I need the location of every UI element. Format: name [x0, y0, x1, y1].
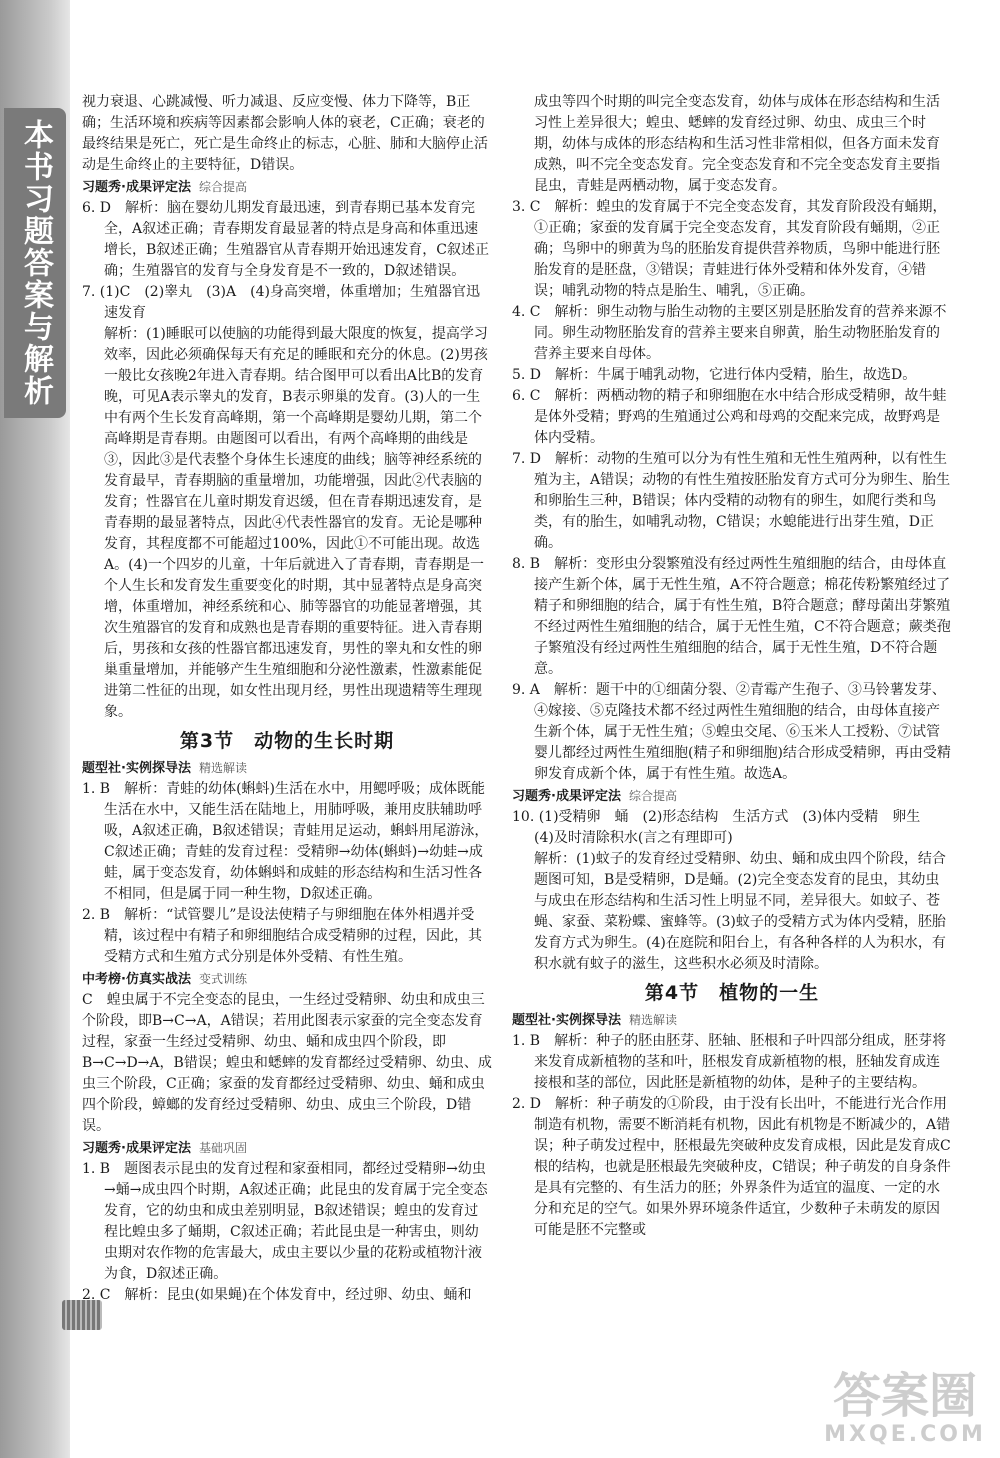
side-tab-text: 本书习题答案与解析 — [18, 119, 53, 407]
section-heading: 题型社·实例探导法 精选解读 — [82, 761, 247, 776]
answer-item: 7. (1)C (2)睾丸 (3)A (4)身高突增，体重增加；生殖器官迅速发育 — [82, 284, 480, 321]
answer-item: 10. (1)受精卵 蛹 (2)形态结构 生活方式 (3)体内受精 卵生 (4)及时清除积水(言之有理即可) — [512, 809, 935, 846]
answer-item: 2. C 解析：昆虫(如果蝇)在个体发育中，经过卵、幼虫、蛹和 — [82, 1287, 472, 1303]
watermark-logo: 答案圈 MXQE.COM — [824, 1368, 986, 1447]
section-heading: 题型社·实例探导法 精选解读 — [512, 1013, 677, 1028]
left-column — [82, 92, 492, 1306]
answer-item: C 蝗虫属于不完全变态的昆虫，一生经过受精卵、幼虫和成虫三个阶段，即B→C→A，A错误；若用此图表示家蚕的完全变态发育过程，家蚕一生经过受精卵、幼虫、蛹和成虫四个阶段，即B→C→D→A，B错误；蝗虫和蟋蟀的发育都经过受精卵、幼虫、成虫三个阶段，C正确；家蚕的发育都经过受精卵、幼虫、蛹和成虫四个阶段，蟑螂的发育经过受精卵、幼虫、成虫三个阶段，D错误。 — [82, 992, 492, 1134]
side-strip — [0, 0, 70, 1458]
answer-item: 4. C 解析：卵生动物与胎生动物的主要区别是胚胎发育的营养来源不同。卵生动物胚胎发育的营养主要来自卵黄，胎生动物胚胎发育的营养主要来自母体。 — [512, 304, 947, 362]
answer-item: 2. D 解析：种子萌发的①阶段，由于没有长出叶，不能进行光合作用制造有机物，需要不断消耗有机物，因此有机物是不断减少的，A错误；种子萌发过程中，胚根最先突破种皮发育成根，因此是发育成C根的结构，也就是胚根最先突破种皮，C错误；种子萌发的自身条件是具有完整的、有生活力的胚；外界条件为适宜的温度、一定的水分和充足的空气。如果外界环境条件适宜，少数种子未萌发的原因可能是胚不完整或 — [512, 1096, 951, 1238]
side-tab — [4, 108, 66, 418]
section-heading: 习题秀·成果评定法 综合提高 — [82, 180, 247, 195]
answer-item: 7. D 解析：动物的生殖可以分为有性生殖和无性生殖两种，以有性生殖为主，A错误；动物的有性生殖按胚胎发育方式可分为卵生、胎生和卵胎生三种，B错误；体内受精的动物有的卵生，如爬行类和鸟类，有的胎生，如哺乳动物，C错误；水螅能进行出芽生殖，D正确。 — [512, 451, 951, 551]
answer-item: 6. C 解析：两栖动物的精子和卵细胞在水中结合形成受精卵，故牛蛙是体外受精；野鸡的生殖通过公鸡和母鸡的交配来完成，故野鸡是体内受精。 — [512, 388, 947, 446]
paragraph: 视力衰退、心跳减慢、听力减退、反应变慢、体力下降等，B正确；生活环境和疾病等因素都会影响人体的衰老，C正确；衰老的最终结果是死亡，死亡是生命终止的标志，心脏、肺和大脑停止活动是生命终止的主要特征，D错误。 — [82, 94, 488, 173]
section-heading: 习题秀·成果评定法 综合提高 — [512, 789, 677, 804]
answer-item: 1. B 解析：青蛙的幼体(蝌蚪)生活在水中，用鳃呼吸；成体既能生活在水中，又能生活在陆地上，用肺呼吸，兼用皮肤辅助呼吸，A叙述正确，B叙述错误；青蛙用足运动，蝌蚪用尾游泳，C叙述正确；青蛙的发育过程：受精卵→幼体(蝌蚪)→幼蛙→成蛙，属于变态发育，幼体蝌蚪和成蛙的形态结构和生活习性各不相同，但是属于同一种生物，D叙述正确。 — [82, 781, 489, 902]
paragraph: 成虫等四个时期的叫完全变态发育，幼体与成体在形态结构和生活习性上差异很大；蝗虫、蟋蟀的发育经过卵、幼虫、成虫三个时期，幼体与成体的形态结构和生活习性非常相似，但各方面未发育成熟，叫不完全变态发育。完全变态发育和不完全变态发育主要指昆虫，青蛙是两栖动物，属于变态发育。 — [534, 94, 940, 194]
chapter-title: 第3节 动物的生长时期 — [179, 730, 395, 752]
section-heading: 习题秀·成果评定法 基础巩固 — [82, 1141, 247, 1156]
answer-item: 6. D 解析：脑在婴幼儿期发育最迅速，到青春期已基本发育完全，A叙述正确；青春期发育最显著的特点是身高和体重迅速增长，B叙述正确；生殖器官从青春期开始迅速发育，C叙述正确；生殖器官的发育与全身发育是不一致的，D叙述错误。 — [82, 200, 489, 279]
answer-item: 8. B 解析：变形虫分裂繁殖没有经过两性生殖细胞的结合，由母体直接产生新个体，属于无性生殖，A不符合题意；棉花传粉繁殖经过了精子和卵细胞的结合，属于有性生殖，B符合题意；酵母菌出芽繁殖不经过两性生殖细胞的结合，属于无性生殖，C不符合题意；蕨类孢子繁殖没有经过两性生殖细胞的结合，属于无性生殖，D不符合题意。 — [512, 556, 951, 677]
answer-item: 5. D 解析：牛属于哺乳动物，它进行体内受精，胎生，故选D。 — [512, 367, 917, 383]
answer-item: 1. B 解析：种子的胚由胚芽、胚轴、胚根和子叶四部分组成，胚芽将来发育成新植物的茎和叶，胚根发育成新植物的根，胚轴发育成连接根和茎的部位，因此胚是新植物的幼体，是种子的主要结构。 — [512, 1033, 947, 1091]
answer-item: 1. B 题图表示昆虫的发育过程和家蚕相同，都经过受精卵→幼虫→蛹→成虫四个时期，A叙述正确；此昆虫的发育属于完全变态发育，它的幼虫和成虫差别明显，B叙述错误；蝗虫的发育过程比蝗虫多了蛹期，C叙述正确；若此昆虫是一种害虫，则幼虫期对农作物的危害最大，成虫主要以少量的花粉或植物汁液为食，D叙述正确。 — [82, 1161, 488, 1282]
right-column — [512, 92, 952, 1241]
answer-item: 9. A 解析：题干中的①细菌分裂、②青霉产生孢子、③马铃薯发芽、④嫁接、⑤克隆技术都不经过两性生殖细胞的结合，由母体直接产生新个体，属于无性生殖；⑤蝗虫交尾、⑥玉米人工授粉、⑦试管婴儿都经过两性生殖细胞(精子和卵细胞)结合形成受精卵，再由受精卵发育成新个体，属于有性生殖。故选A。 — [512, 682, 951, 782]
analysis: 解析：(1)蚊子的发育经过受精卵、幼虫、蛹和成虫四个阶段，结合题图可知，B是受精卵，D是蛹。(2)完全变态发育的昆虫，其幼虫与成虫在形态结构和生活习性上明显不同，差异很大。如蚊子、苍蝇、家蚕、菜粉蝶、蜜蜂等。(3)蚊子的受精方式为体内受精，胚胎发育方式为卵生。(4)在庭院和阳台上，有各种各样的人为积水，有积水就有蚊子的滋生，这些积水必须及时清除。 — [534, 851, 946, 972]
answer-item: 3. C 解析：蝗虫的发育属于不完全变态发育，其发育阶段没有蛹期，①正确；家蚕的发育属于完全变态发育，其发育阶段有蛹期，②正确；鸟卵中的卵黄为鸟的胚胎发育提供营养物质，鸟卵中能进行胚胎发育的是胚盘，③错误；青蛙进行体外受精和体外发育，④错误；哺乳动物的特点是胎生、哺乳，⑤正确。 — [512, 199, 947, 299]
analysis: 解析：(1)睡眠可以使脑的功能得到最大限度的恢复，提高学习效率，因此必须确保每天有充足的睡眠和充分的休息。(2)男孩一般比女孩晚2年进入青春期。结合图甲可以看出A比B的发育晚，可见A表示睾丸的发育，B表示卵巢的发育。(3)人的一生中有两个生长发育高峰期，第一个高峰期是婴幼儿期，第二个高峰期是青春期。由题图可以看出，有两个高峰期的曲线是③，因此③是代表整个身体生长速度的曲线；脑等神经系统的发育最早，青春期脑的重量增加，功能增强，因此②代表脑的发育；性器官在儿童时期发育迟缓，但在青春期迅速发育，是青春期的最显著特点，因此④代表性器官的发育。无论是哪种发育，其程度都不可能超过100%，因此①不可能出现。故选A。(4)一个四岁的儿童，十年后就进入了青春期，青春期是一个人生长和发育发生重要变化的时期，其中显著特点是身高突增，体重增加，神经系统和心、肺等器官的功能显著增强，其次生殖器官的发育和成熟也是青春期的重要特征。进入青春期后，男孩和女孩的性器官都迅速发育，男性的睾丸和女性的卵巢重量增加，并能够产生生殖细胞和分泌性激素，性激素能促进第二性征的出现，如女性出现月经，男性出现遗精等生理现象。 — [104, 326, 488, 720]
chapter-title: 第4节 植物的一生 — [644, 982, 820, 1004]
section-heading: 中考榜·仿真实战法 变式训练 — [82, 972, 247, 987]
answer-item: 2. B 解析：“试管婴儿”是设法使精子与卵细胞在体外相遇并受精，该过程中有精子和卵细胞结合成受精卵的过程，因此，其受精方式和生殖方式分别是体外受精、有性生殖。 — [82, 907, 482, 965]
